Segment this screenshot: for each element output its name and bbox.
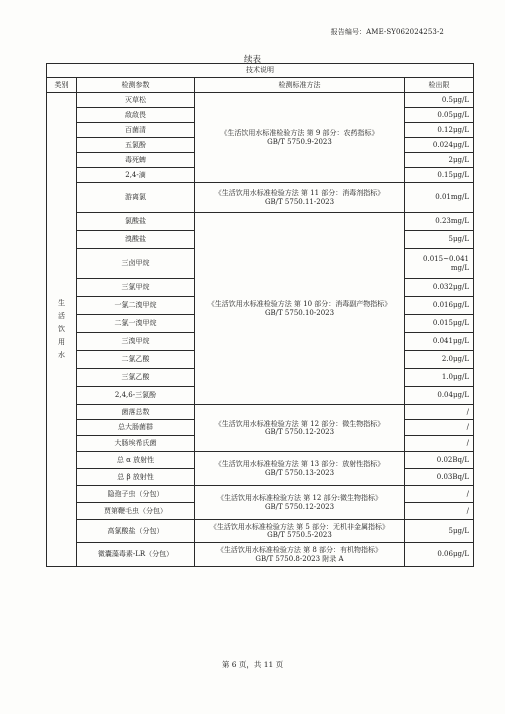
header-category: 类别 (47, 78, 77, 93)
parameter-cell: 二氯乙酸 (77, 351, 195, 369)
method-line2: GB/T 5750.12-2023 (264, 428, 335, 436)
method-cell (195, 405, 405, 452)
limit-cell: 0.15μg/L (405, 168, 474, 183)
limit-cell: 0.024μg/L (405, 138, 474, 153)
parameter-cell: 菌落总数 (77, 405, 195, 420)
method-line1: 《生活饮用水标准检验方法 第 12 部分：微生物指标》 (214, 419, 385, 428)
limit-cell: / (405, 486, 474, 503)
method-cell (195, 93, 405, 183)
header-limit: 检出限 (405, 78, 474, 93)
method-line2: GB/T 5750.5-2023 (267, 531, 332, 539)
limit-cell: 0.041μg/L (405, 333, 474, 351)
limit-cell: / (405, 436, 474, 452)
method-line1: 《生活饮用水标准检验方法 第 9 部分：农药指标》 (220, 129, 379, 137)
category-char: 用 (58, 338, 65, 346)
parameter-cell: 五氯酚 (77, 138, 195, 153)
parameter-cell: 一氯二溴甲烷 (77, 297, 195, 315)
method-line1: 《生活饮用水标准检验方法 第 11 部分：消毒剂指标》 (214, 189, 385, 197)
category-char: 生 (58, 299, 65, 307)
method-line2: GB/T 5750.11-2023 (264, 197, 335, 206)
method-line2: GB/T 5750.10-2023 (264, 308, 335, 317)
table-header-row (47, 78, 474, 93)
limit-cell: 0.015μg/L (405, 315, 474, 333)
method-cell (195, 543, 405, 567)
limit-cell: 0.032μg/L (405, 279, 474, 297)
method-line2: GB/T 5750.12-2023 (264, 502, 335, 511)
parameter-cell: 隐孢子虫（分包） (77, 486, 195, 503)
limit-cell: 0.23mg/L (405, 213, 474, 231)
method-line1: 《生活饮用水标准检验方法 第 10 部分：消毒副产物指标》 (207, 300, 392, 308)
category-char: 水 (58, 351, 65, 359)
limit-cell: / (405, 503, 474, 520)
table-section-title-row (47, 64, 474, 78)
limit-cell: 0.12μg/L (405, 123, 474, 138)
method-line2: GB/T 5750.9-2023 (267, 137, 332, 146)
method-cell (195, 213, 405, 405)
method-cell (195, 520, 405, 543)
parameter-cell: 2,4-滴 (77, 168, 195, 183)
table-row (47, 213, 474, 231)
parameter-cell: 三氯乙酸 (77, 369, 195, 387)
parameter-cell: 大肠埃希氏菌 (77, 436, 195, 452)
parameter-cell: 高氯酸盐（分包） (77, 520, 195, 543)
parameter-cell: 毒死蜱 (77, 153, 195, 168)
table-row (47, 452, 474, 469)
page-number: 第 6 页，共 11 页 (221, 660, 284, 669)
method-cell (195, 183, 405, 213)
parameter-cell: 三卤甲烷 (77, 249, 195, 279)
continued-title: 续表 (243, 55, 261, 65)
limit-cell: 0.01mg/L (405, 183, 474, 213)
table-row (47, 405, 474, 420)
parameter-cell: 总大肠菌群 (77, 420, 195, 436)
report-number: 报告编号：AME-SY062024253-2 (330, 28, 444, 36)
method-line1: 《生活饮用水标准检验方法 第 13 部分：放射性指标》 (214, 460, 385, 468)
limit-cell: 0.05μg/L (405, 108, 474, 123)
method-cell (195, 452, 405, 486)
table-row (47, 520, 474, 543)
limit-cell: 5μg/L (405, 520, 474, 543)
header-method: 检测标准方法 (195, 78, 405, 93)
parameter-cell: 溴酸盐 (77, 231, 195, 249)
method-line2: GB/T 5750.8-2023 附录 A (255, 554, 344, 563)
parameter-cell: 敌敌畏 (77, 108, 195, 123)
limit-cell: 0.5μg/L (405, 93, 474, 108)
parameter-cell: 总 β 放射性 (77, 469, 195, 486)
table-row (47, 543, 474, 567)
header-parameter: 检测参数 (77, 78, 195, 93)
parameter-cell: 二氯一溴甲烷 (77, 315, 195, 333)
limit-cell: 0.04μg/L (405, 387, 474, 405)
parameter-cell: 灭草松 (77, 93, 195, 108)
limit-cell: 2μg/L (405, 153, 474, 168)
method-line1: 《生活饮用水标准检验方法 第 5 部分：无机非金属指标》 (209, 522, 390, 531)
parameter-cell: 总 α 放射性 (77, 452, 195, 469)
limit-cell: 0.015~0.041 mg/L (405, 249, 474, 279)
parameter-cell: 贾第鞭毛虫（分包） (77, 503, 195, 520)
section-title: 技术说明 (47, 64, 474, 78)
limit-cell: 0.02Bq/L (405, 452, 474, 469)
method-line1: 《生活饮用水标准检验方法 第 12 部分:微生物指标》 (217, 494, 382, 502)
limit-cell: 2.0μg/L (405, 351, 474, 369)
technical-spec-table (46, 63, 474, 567)
limit-cell: / (405, 405, 474, 420)
parameter-cell: 三氯甲烷 (77, 279, 195, 297)
method-line1: 《生活饮用水标准检验方法 第 8 部分：有机物指标》 (216, 546, 383, 554)
category-char: 活 (58, 312, 65, 320)
limit-cell: 0.016μg/L (405, 297, 474, 315)
limit-cell: / (405, 420, 474, 436)
parameter-cell: 微囊藻毒素-LR（分包） (77, 543, 195, 567)
parameter-cell: 游离氯 (77, 183, 195, 213)
parameter-cell: 2,4,6-三氯酚 (77, 387, 195, 405)
table-row (47, 183, 474, 213)
method-cell (195, 486, 405, 520)
method-line2: GB/T 5750.13-2023 (264, 468, 335, 477)
limit-cell: 5μg/L (405, 231, 474, 249)
limit-cell: 0.03Bq/L (405, 469, 474, 486)
parameter-cell: 氯酸盐 (77, 213, 195, 231)
category-cell (47, 93, 77, 567)
table-row (47, 93, 474, 108)
parameter-cell: 百菌清 (77, 123, 195, 138)
limit-cell: 1.0μg/L (405, 369, 474, 387)
limit-cell: 0.06μg/L (405, 543, 474, 567)
table-row (47, 486, 474, 503)
category-char: 饮 (58, 325, 65, 333)
parameter-cell: 三溴甲烷 (77, 333, 195, 351)
